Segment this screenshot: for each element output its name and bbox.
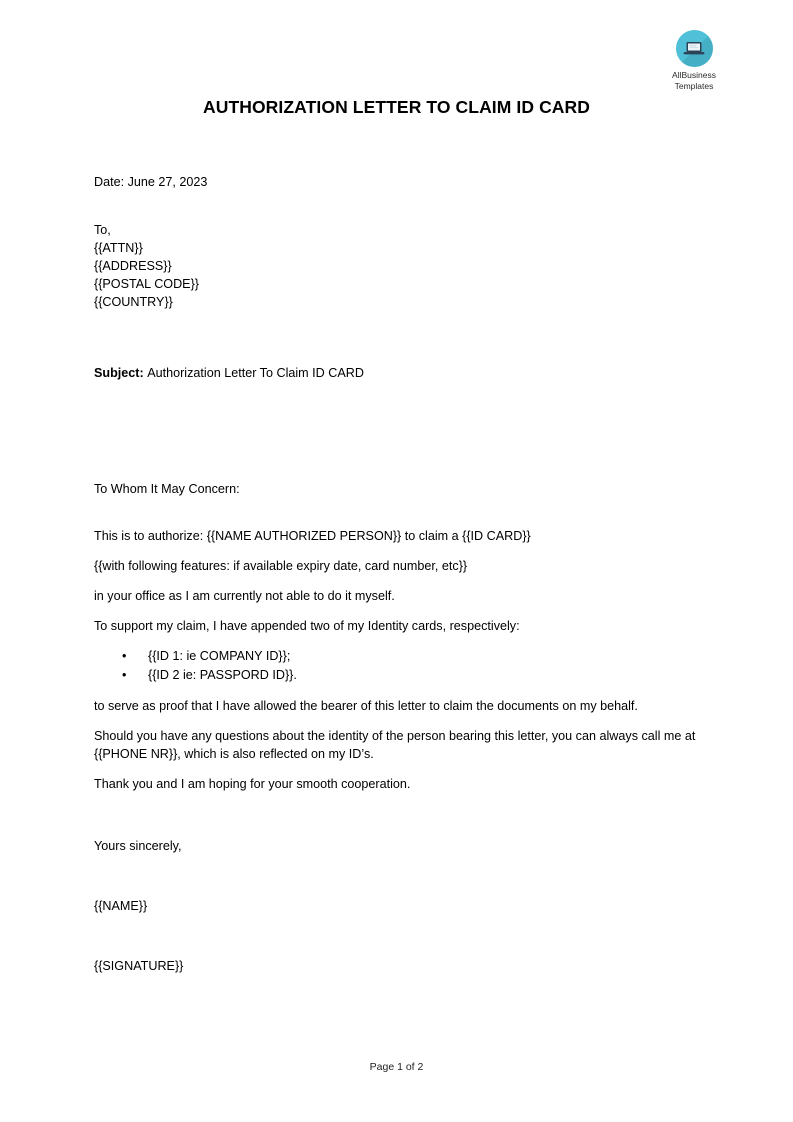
recipient-country: {{COUNTRY}}: [94, 295, 173, 309]
subject-line: [94, 364, 364, 382]
list-item: [94, 647, 700, 666]
list-item-label: {{ID 2 ie: PASSPORD ID}}.: [148, 668, 297, 682]
brand-logo: [653, 30, 735, 91]
bullet-icon: •: [122, 649, 127, 663]
letter-body: [94, 527, 700, 805]
recipient-attn: {{ATTN}}: [94, 241, 143, 255]
salutation: To Whom It May Concern:: [94, 482, 240, 496]
body-paragraph: to serve as proof that I have allowed the bearer of this letter to claim the documents on my behalf.: [94, 698, 638, 713]
body-paragraph: This is to authorize: {{NAME AUTHORIZED PERSON}} to claim a {{ID CARD}}: [94, 529, 531, 543]
body-paragraph: Thank you and I am hoping for your smooth cooperation.: [94, 777, 411, 791]
laptop-icon: [676, 30, 713, 67]
closing-name: {{NAME}}: [94, 899, 148, 913]
brand-name-line1: AllBusiness: [672, 70, 716, 80]
page-title: AUTHORIZATION LETTER TO CLAIM ID CARD: [202, 97, 591, 117]
subject-value: Authorization Letter To Claim ID CARD: [147, 366, 364, 380]
list-item-label: {{ID 1: ie COMPANY ID}};: [148, 649, 291, 663]
recipient-address: {{ADDRESS}}: [94, 259, 172, 273]
body-paragraph: {{with following features: if available expiry date, card number, etc}}: [94, 559, 468, 573]
letter-date: Date: June 27, 2023: [94, 175, 208, 189]
list-item: [94, 666, 700, 685]
brand-name: [653, 70, 735, 91]
laptop-glyph: [683, 41, 705, 57]
closing-signature: {{SIGNATURE}}: [94, 959, 184, 973]
body-paragraph: Should you have any questions about the identity of the person bearing this letter, you can always call me at {{PHONE NR}}, which is also reflected on my ID’s.: [94, 728, 696, 761]
page-footer: Page 1 of 2: [369, 1061, 424, 1073]
recipient-address-block: [94, 221, 199, 311]
brand-name-line2: Templates: [674, 80, 714, 91]
body-paragraph: To support my claim, I have appended two of my Identity cards, respectively:: [94, 619, 520, 633]
subject-label: Subject:: [94, 366, 144, 380]
closing-sincerely: Yours sincerely,: [94, 839, 182, 853]
recipient-postal-code: {{POSTAL CODE}}: [94, 277, 199, 291]
body-paragraph: in your office as I am currently not able to do it myself.: [94, 589, 395, 603]
recipient-to: To,: [94, 223, 111, 237]
identity-card-list: [94, 647, 700, 685]
bullet-icon: •: [122, 668, 127, 682]
